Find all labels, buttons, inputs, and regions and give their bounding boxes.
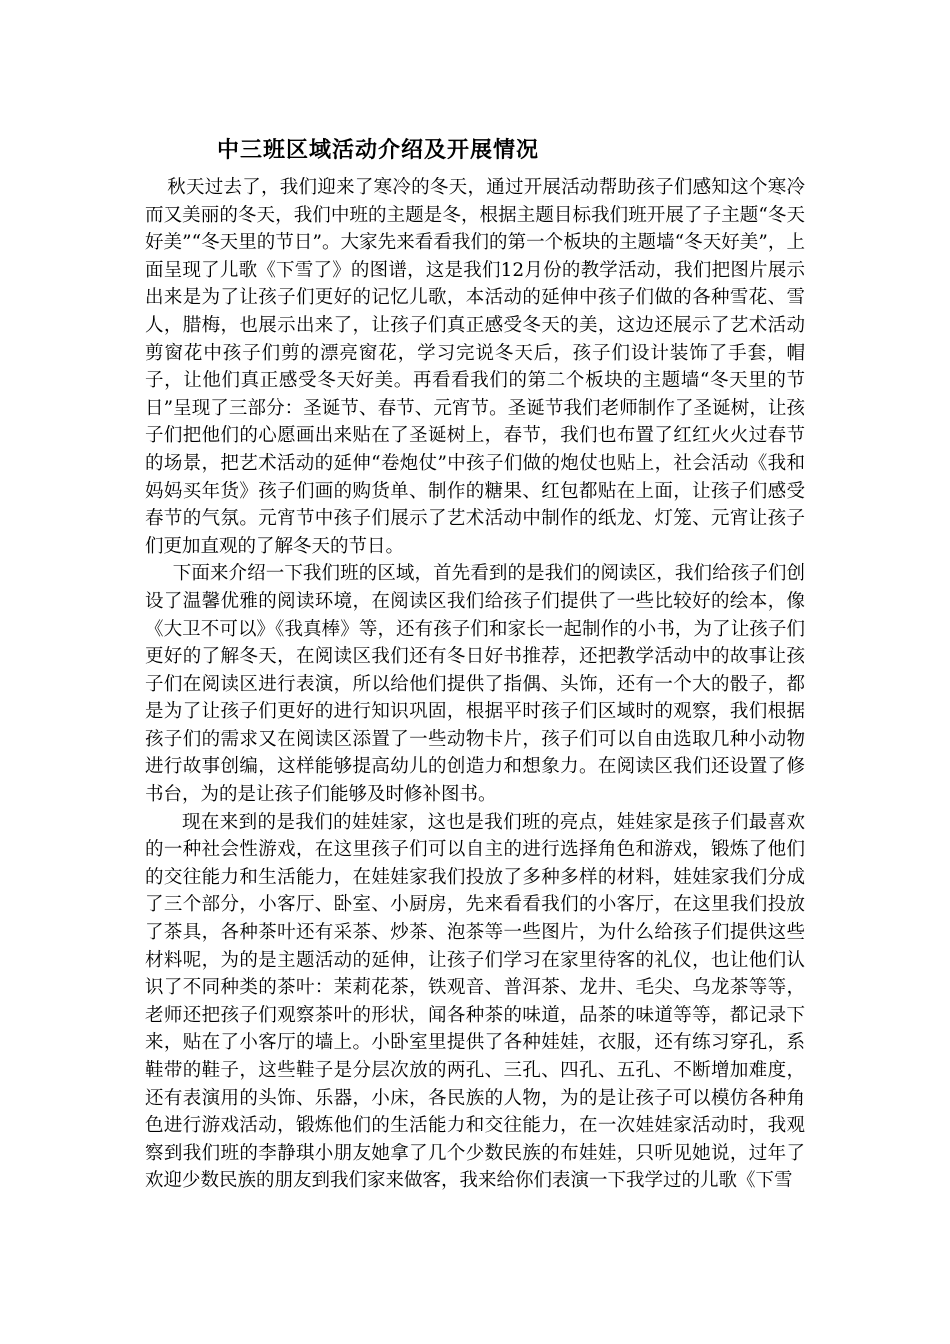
paragraph-doll-house: 现在来到的是我们的娃娃家，这也是我们班的亮点，娃娃家是孩子们最喜欢的一种社会性游戏，在这里孩子们可以自主的进行选择角色和游戏，锻炼了他们的交往能力和生活能力，在娃娃家我们投放了多种多样的材料，娃娃家我们分成了三个部分，小客厅、卧室、小厨房，先来看看我们的小客厅，在这里我们投放了茶具，各种茶叶还有采茶、炒茶、泡茶等一些图片，为什么给孩子们提供这些材料呢，为的是主题活动的延伸，让孩子们学习在家里待客的礼仪，也让他们认识了不同种类的茶叶：茉莉花茶，铁观音、普洱茶、龙井、毛尖、乌龙茶等等，老师还把孩子们观察茶叶的形状，闻各种茶的味道，品茶的味道等等，都记录下来，贴在了小客厅的墙上。小卧室里提供了各种娃娃，衣服，还有练习穿孔，系鞋带的鞋子，这些鞋子是分层次放的两孔、三孔、四孔、五孔、不断增加难度，还有表演用的头饰、乐器，小床，各民族的人物，为的是让孩子可以模仿各种角色进行游戏活动，锻炼他们的生活能力和交往能力，在一次娃娃家活动时，我观察到我们班的李静琪小朋友她拿了几个少数民族的布娃娃，只听见她说，过年了欢迎少数民族的朋友到我们家来做客，我来给你们表演一下我学过的儿歌《下雪 xyxy=(145,811,805,1192)
document-page xyxy=(145,130,805,1195)
paragraph-reading-area: 下面来介绍一下我们班的区域，首先看到的是我们的阅读区，我们给孩子们创设了温馨优雅的阅读环境，在阅读区我们给孩子们提供了一些比较好的绘本，像《大卫不可以》《我真棒》等，还有孩子们和家长一起制作的小书，为了让孩子们更好的了解冬天，在阅读区我们还有冬日好书推荐，还把教学活动中的故事让孩子们在阅读区进行表演，所以给他们提供了指偶、头饰，还有一个大的骰子，都是为了让孩子们更好的进行知识巩固，根据平时孩子们区域时的观察，我们根据孩子们的需求又在阅读区添置了一些动物卡片，孩子们可以自由选取几种小动物进行故事创编，这样能够提高幼儿的创造力和想象力。在阅读区我们还设置了修书台，为的是让孩子们能够及时修补图书。 xyxy=(145,563,805,806)
paragraph-theme-walls: 秋天过去了，我们迎来了寒冷的冬天，通过开展活动帮助孩子们感知这个寒冷而又美丽的冬天，我们中班的主题是冬，根据主题目标我们班开展了子主题“冬天好美”“冬天里的节日”。大家先来看看我们的第一个板块的主题墙“冬天好美”，上面呈现了儿歌《下雪了》的图谱，这是我们12月份的教学活动，我们把图片展示出来是为了让孩子们更好的记忆儿歌，本活动的延伸中孩子们做的各种雪花、雪人，腊梅，也展示出来了，让孩子们真正感受冬天的美，这边还展示了艺术活动剪窗花中孩子们剪的漂亮窗花，学习完说冬天后，孩子们设计装饰了手套，帽子，让他们真正感受冬天好美。再看看我们的第二个板块的主题墙“冬天里的节日”呈现了三部分：圣诞节、春节、元宵节。圣诞节我们老师制作了圣诞树，让孩子们把他们的心愿画出来贴在了圣诞树上，春节，我们也布置了红红火火过春节的场景，把艺术活动的延伸“卷炮仗”中孩子们做的炮仗也贴上，社会活动《我和妈妈买年货》孩子们画的购货单、制作的糖果、红包都贴在上面，让孩子们感受春节的气氛。元宵节中孩子们展示了艺术活动中制作的纸龙、灯笼、元宵让孩子们更加直观的了解冬天的节日。 xyxy=(145,177,805,557)
document-title: 中三班区域活动介绍及开展情况 xyxy=(217,137,540,163)
